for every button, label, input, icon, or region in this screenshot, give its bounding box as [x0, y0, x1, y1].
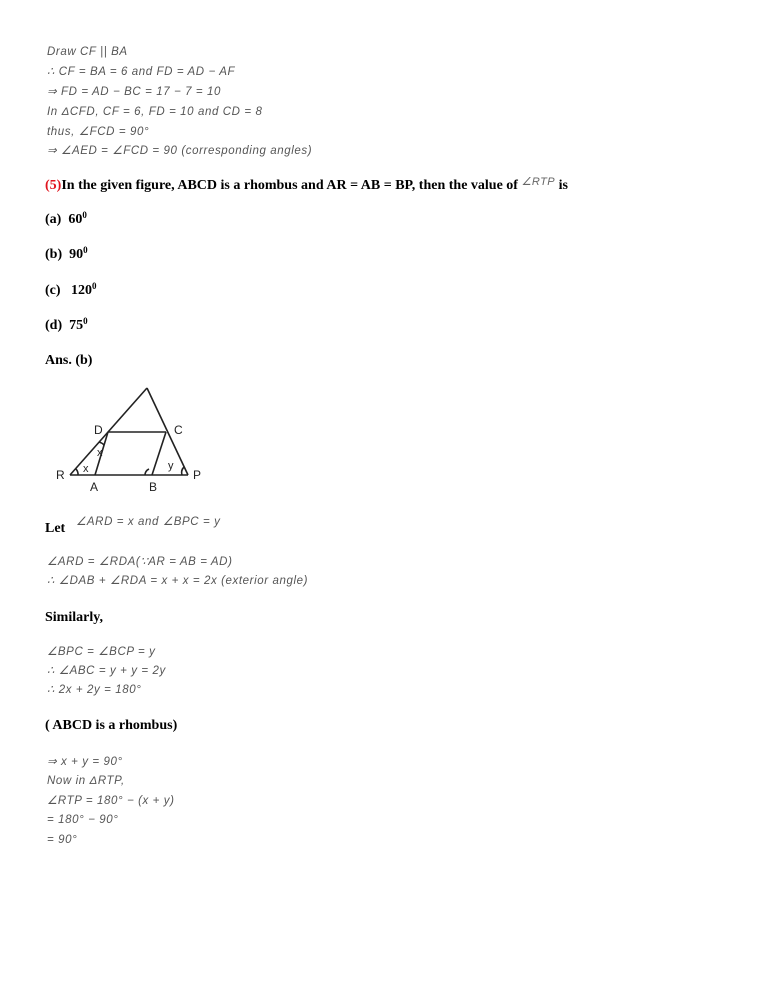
option-b: (b) $90^0$ — [45, 245, 88, 262]
svg-text:B: B — [149, 480, 158, 494]
reason-text: ( ABCD is a rhombus) — [45, 718, 178, 733]
math-line: ∴ 2x + 2y = 180° — [47, 684, 142, 696]
math-line: ∠ARD = ∠RDA(∵AR = AB = AD) — [47, 556, 233, 568]
math-line: Draw CF || BA — [47, 46, 128, 58]
math-line: ∠BPC = ∠BCP = y — [47, 646, 156, 658]
math-line: = 180° − 90° — [47, 814, 119, 826]
math-line: thus, ∠FCD = 90° — [47, 126, 150, 138]
math-line: ∠RTP = 180° − (x + y) — [47, 795, 175, 807]
svg-text:x: x — [83, 463, 89, 475]
math-line: In ΔCFD, CF = 6, FD = 10 and CD = 8 — [47, 106, 263, 118]
question-text: (5)In the given figure, ABCD is a rhombus and AR = AB = BP, then the value of $^{\angle RTP}$ is — [45, 176, 568, 193]
angle-rtp: ∠RTP — [521, 176, 556, 188]
math-line: ∴ ∠DAB + ∠RDA = x + x = 2x (exterior angle) — [47, 575, 309, 587]
option-c: (c) $120^0$ — [45, 281, 97, 298]
svg-text:P: P — [193, 468, 202, 482]
svg-text:x: x — [97, 447, 103, 459]
math-line: ⇒ x + y = 90° — [47, 756, 123, 768]
let-label: Let — [45, 521, 66, 536]
rhombus-figure — [50, 380, 210, 495]
math-line: ⇒ ∠AED = ∠FCD = 90 (corresponding angles) — [47, 145, 313, 157]
math-line: = 90° — [47, 834, 78, 846]
svg-text:A: A — [90, 480, 99, 494]
svg-text:D: D — [94, 423, 103, 437]
svg-text:y: y — [168, 460, 174, 472]
similarly-label: Similarly, — [45, 610, 103, 625]
math-line: ⇒ FD = AD − BC = 17 − 7 = 10 — [47, 86, 221, 98]
question-number: (5) — [45, 178, 62, 193]
svg-text:C: C — [174, 423, 183, 437]
option-d: (d) $75^0$ — [45, 316, 88, 333]
option-a: (a) $60^0$ — [45, 210, 87, 227]
let-math: ∠ARD = x and ∠BPC = y — [76, 516, 221, 528]
math-line: ∴ CF = BA = 6 and FD = AD − AF — [47, 66, 236, 78]
answer: Ans. (b) — [45, 353, 93, 368]
math-line: Now in ΔRTP, — [47, 775, 125, 787]
svg-text:R: R — [56, 468, 65, 482]
math-line: ∴ ∠ABC = y + y = 2y — [47, 665, 166, 677]
